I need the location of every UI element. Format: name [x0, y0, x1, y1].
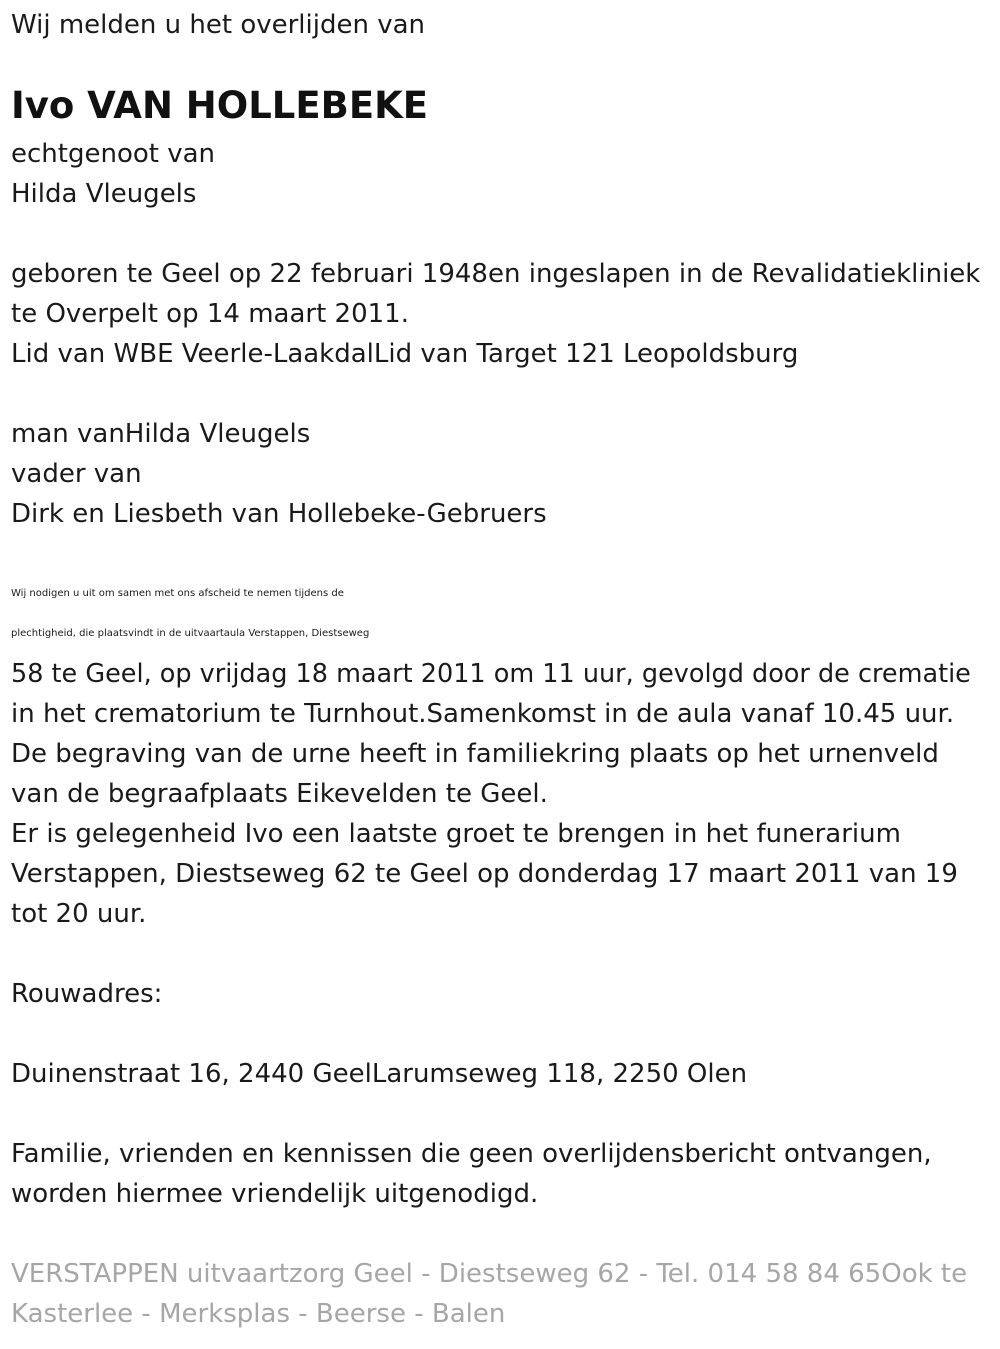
family-line: man vanHilda Vleugels — [11, 419, 311, 449]
address-text: Duinenstraat 16, 2440 GeelLarumseweg 118, 2250 Olen — [11, 1059, 748, 1089]
birth-death-line: te Overpelt op 14 maart 2011. — [11, 299, 409, 329]
closing-section — [11, 1134, 932, 1214]
spouse-section — [11, 134, 215, 214]
intro-text: Wij melden u het overlijden van — [11, 10, 426, 40]
footer-line: Kasterlee - Merksplas - Beerse - Balen — [11, 1299, 506, 1329]
ceremony-line: Wij nodigen u uit om samen met ons afscheid te nemen tijdens de — [11, 588, 344, 599]
funeral-home-footer — [11, 1254, 967, 1334]
address-label: Rouwadres: — [11, 979, 163, 1009]
family-line: vader van — [11, 459, 142, 489]
ceremony-line: Verstappen, Diestseweg 62 te Geel op donderdag 17 maart 2011 van 19 — [11, 859, 958, 889]
spouse-relation: echtgenoot van — [11, 139, 216, 169]
closing-line: Familie, vrienden en kennissen die geen overlijdensbericht ontvangen, — [11, 1139, 932, 1169]
birth-death-line: geboren te Geel op 22 februari 1948en ingeslapen in de Revalidatiekliniek — [11, 259, 981, 289]
ceremony-line: tot 20 uur. — [11, 899, 147, 929]
family-line: Dirk en Liesbeth van Hollebeke-Gebruers — [11, 499, 547, 529]
birth-death-section — [11, 254, 980, 374]
ceremony-section — [11, 574, 971, 934]
family-section — [11, 414, 547, 534]
ceremony-line: De begraving van de urne heeft in familiekring plaats op het urnenveld — [11, 739, 939, 769]
ceremony-line: 58 te Geel, op vrijdag 18 maart 2011 om 11 uur, gevolgd door de crematie — [11, 659, 971, 689]
membership-line: Lid van WBE Veerle-LaakdalLid van Target 121 Leopoldsburg — [11, 339, 799, 369]
ceremony-line: Er is gelegenheid Ivo een laatste groet te brengen in het funerarium — [11, 819, 901, 849]
ceremony-line: plechtigheid, die plaatsvindt in de uitvaartaula Verstappen, Diestseweg — [11, 628, 370, 639]
ceremony-line: in het crematorium te Turnhout.Samenkomst in de aula vanaf 10.45 uur. — [11, 699, 955, 729]
footer-line: VERSTAPPEN uitvaartzorg Geel - Diestseweg 62 - Tel. 014 58 84 65Ook te — [11, 1259, 968, 1289]
spouse-name: Hilda Vleugels — [11, 179, 197, 209]
ceremony-line: van de begraafplaats Eikevelden te Geel. — [11, 779, 548, 809]
deceased-name: Ivo VAN HOLLEBEKE — [11, 84, 429, 127]
closing-line: worden hiermee vriendelijk uitgenodigd. — [11, 1179, 539, 1209]
